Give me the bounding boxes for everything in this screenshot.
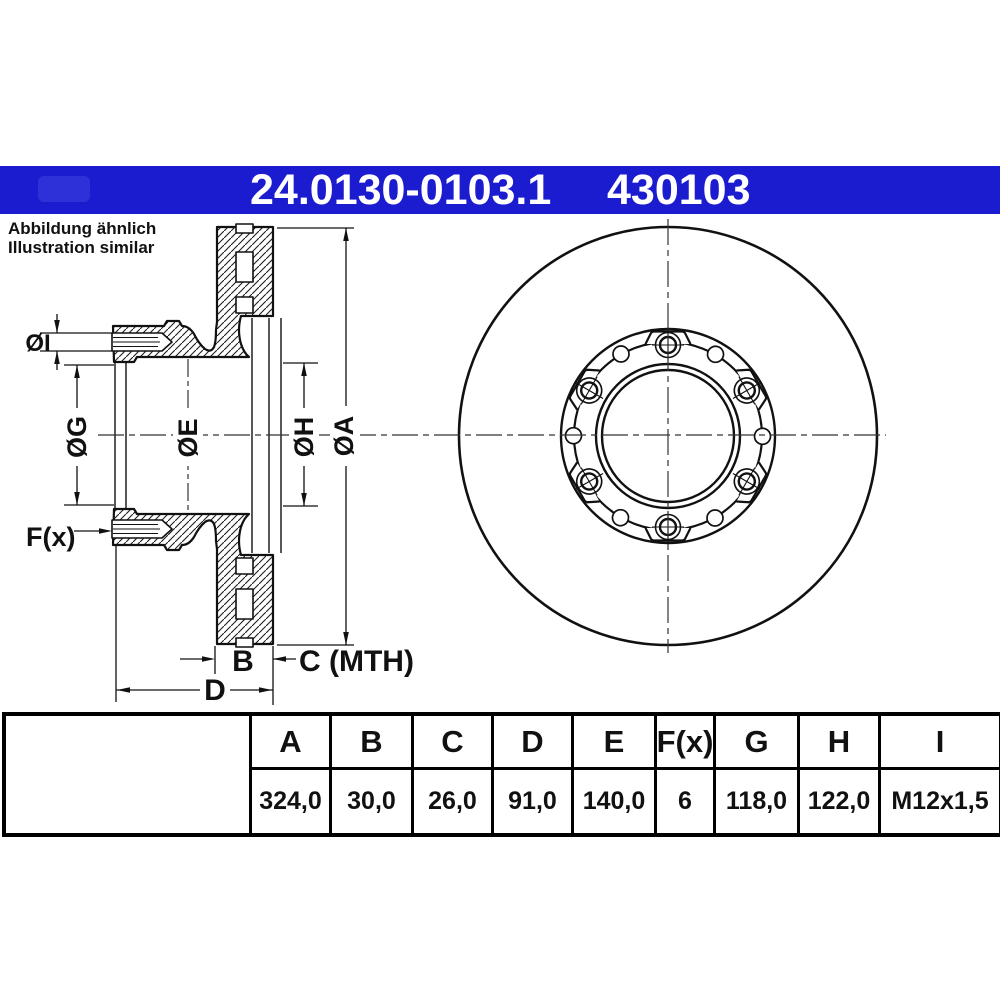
value-c: 26,0 (411, 770, 491, 833)
dim-label-d: D (204, 674, 226, 707)
col-header-a: A (249, 716, 329, 770)
col-header-e: E (571, 716, 654, 770)
dim-label-f: F(x) (26, 522, 76, 552)
col-header-i: I (878, 716, 999, 770)
value-a: 324,0 (249, 770, 329, 833)
thumbnail-cell (6, 716, 249, 833)
catalog-number: 430103 (607, 166, 751, 214)
dim-label-g: ØG (62, 415, 92, 459)
part-number: 24.0130-0103.1 (250, 166, 552, 214)
value-b: 30,0 (329, 770, 411, 833)
spec-table (2, 712, 1000, 837)
dim-label-a: ØA (329, 415, 359, 457)
col-header-c: C (411, 716, 491, 770)
value-f: 6 (654, 770, 713, 833)
col-header-d: D (491, 716, 571, 770)
dim-label-i: ØI (25, 330, 51, 357)
dim-label-h: ØH (289, 416, 319, 458)
dim-label-b: B (232, 645, 254, 678)
value-i: M12x1,5 (878, 770, 999, 833)
col-header-g: G (713, 716, 797, 770)
value-e: 140,0 (571, 770, 654, 833)
dim-label-c: C (MTH) (299, 645, 414, 678)
value-d: 91,0 (491, 770, 571, 833)
note-line-en: Illustration similar (8, 238, 155, 257)
note-line-de: Abbildung ähnlich (8, 219, 157, 238)
value-g: 118,0 (713, 770, 797, 833)
col-header-h: H (797, 716, 878, 770)
value-h: 122,0 (797, 770, 878, 833)
col-header-f: F(x) (654, 716, 713, 770)
dim-label-e: ØE (173, 418, 203, 458)
col-header-b: B (329, 716, 411, 770)
